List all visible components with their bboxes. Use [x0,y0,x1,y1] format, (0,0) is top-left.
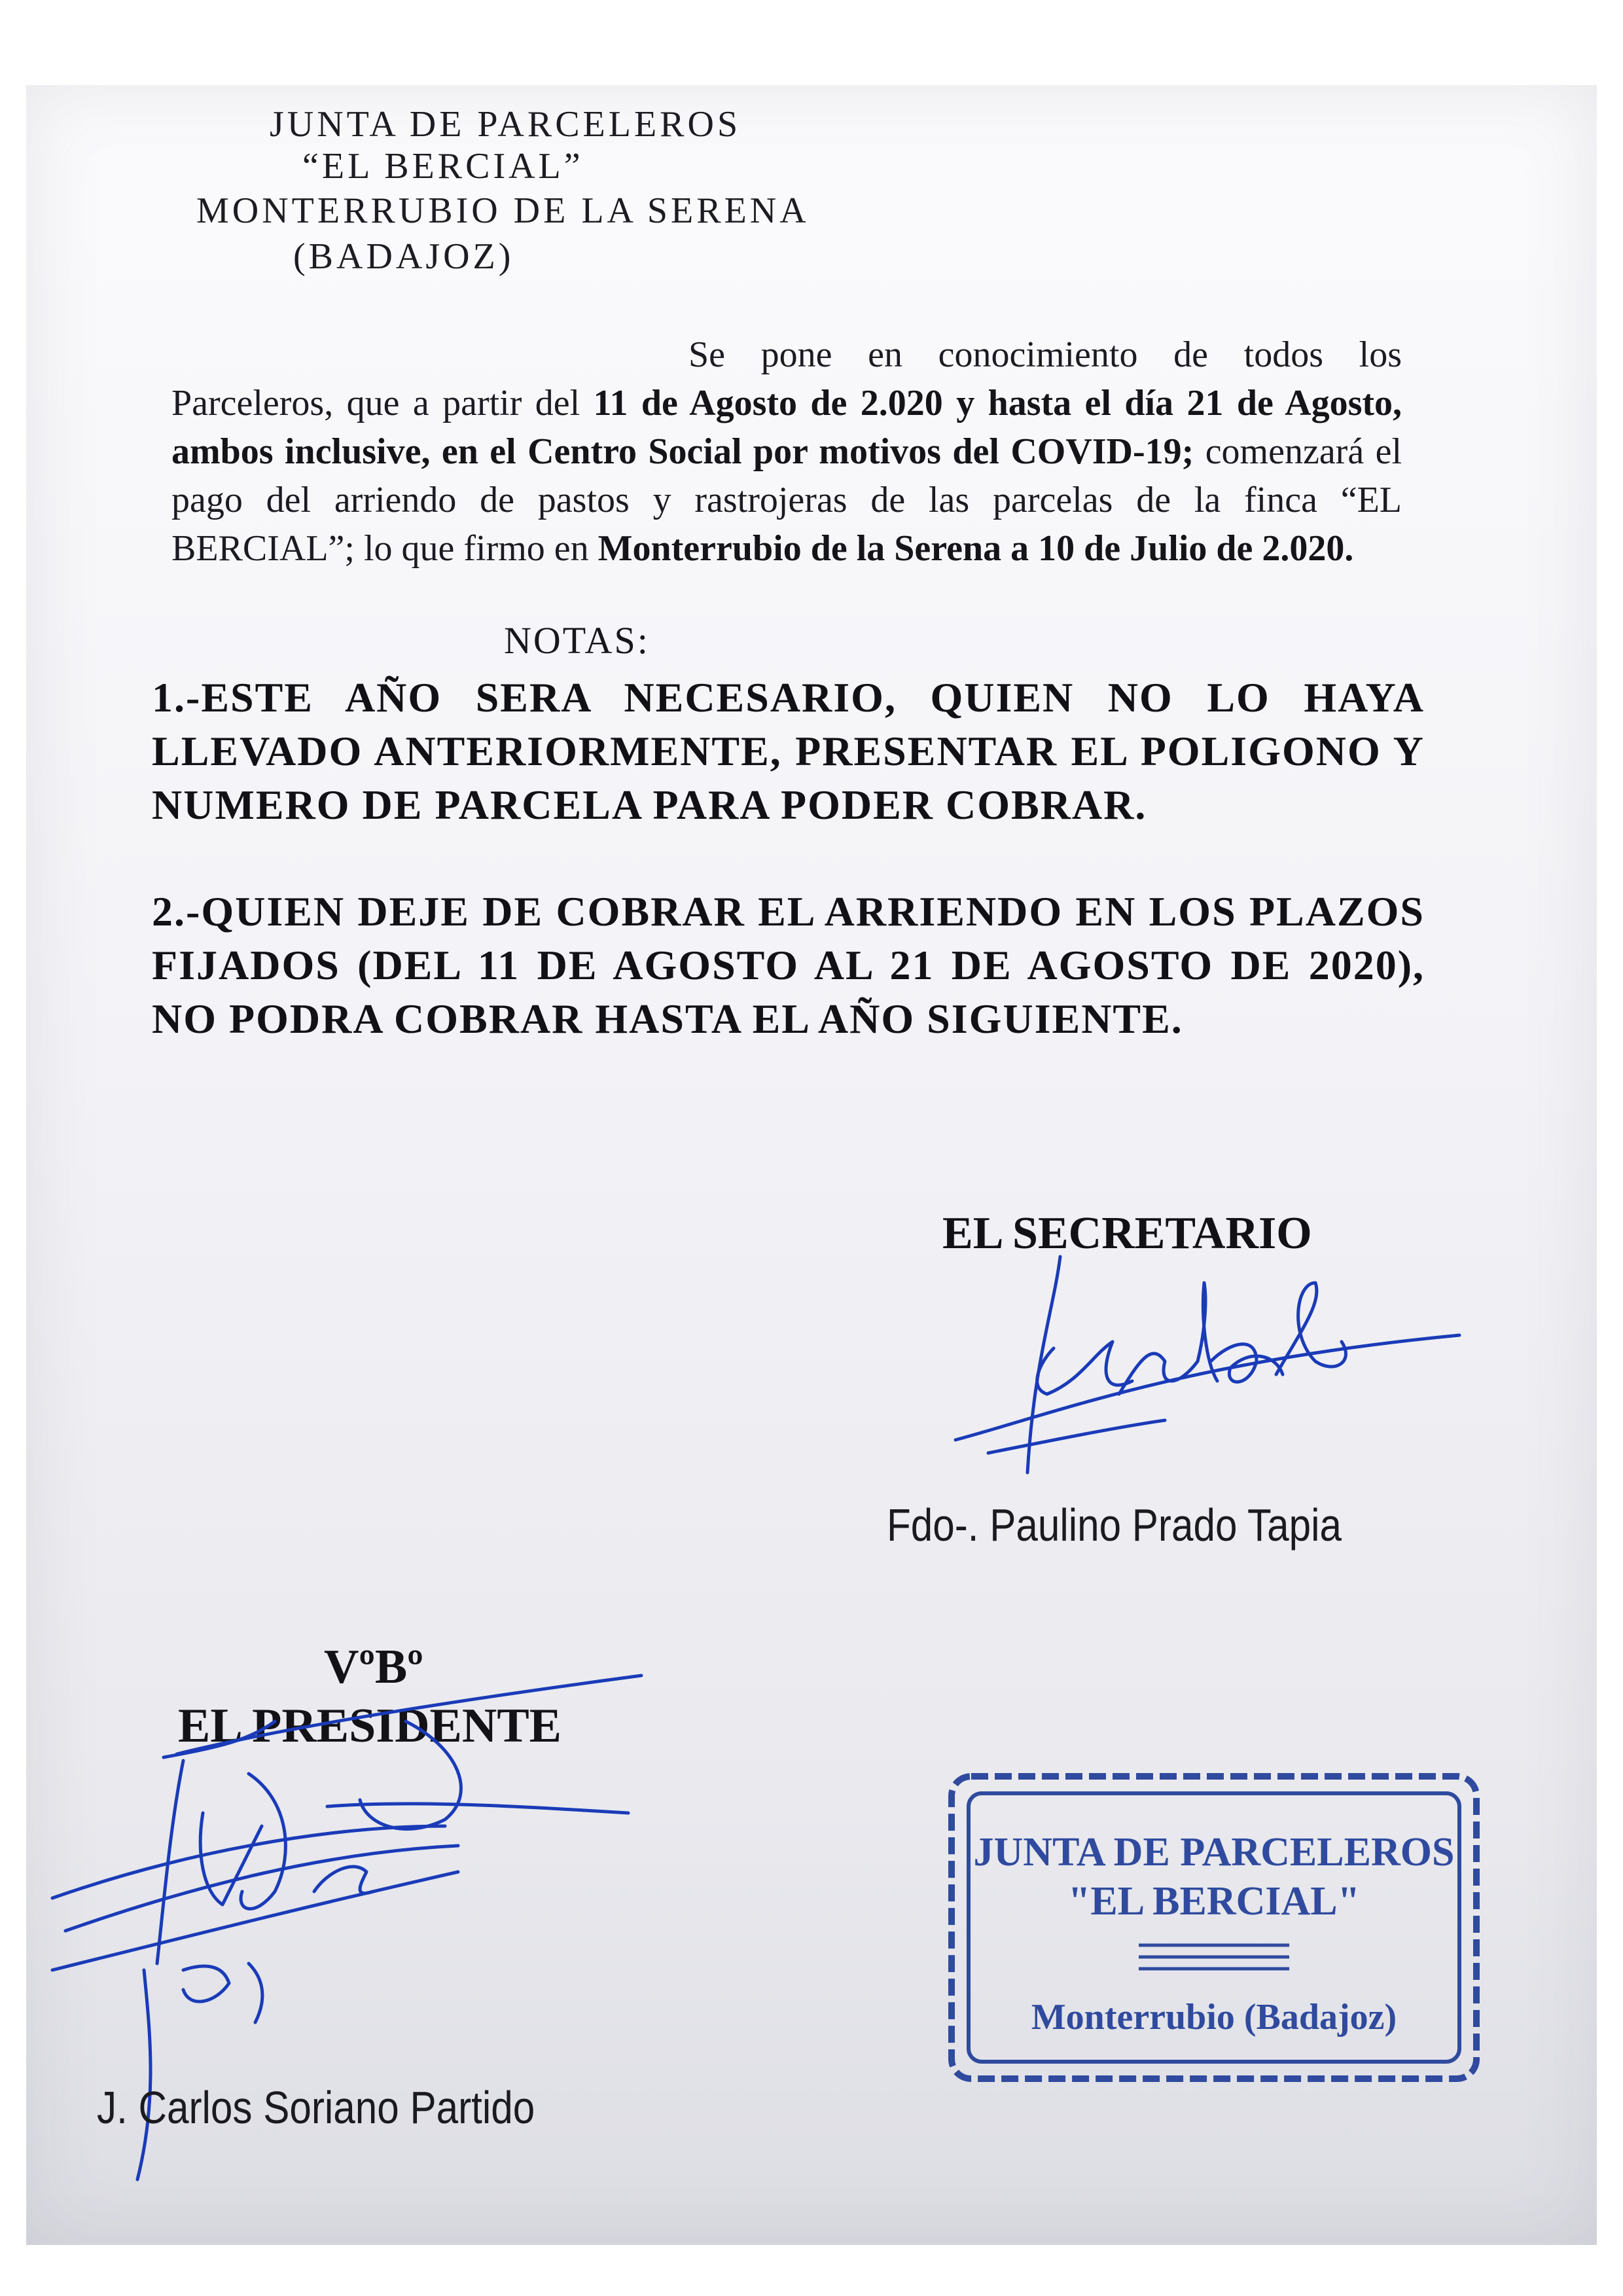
stamp-line-2: "EL BERCIAL" [1067,1879,1361,1924]
secretary-name: Fdo-. Paulino Prado Tapia [887,1499,1342,1551]
body-text-2 [943,383,956,423]
header-line-3: MONTERRUBIO DE LA SERENA [196,190,810,231]
body-date-start: 11 de Agosto de 2.020 [593,383,943,423]
body-period-location: y hasta el día 21 de Agosto, ambos inclusive, en el Centro Social por motivos del COVID-19; [171,383,1402,472]
header-line-1: JUNTA DE PARCELEROS [270,104,741,145]
president-title: EL PRESIDENTE [178,1699,562,1753]
body-text-1: Se pone en conocimiento de todos los Parceleros, que a partir del [171,334,1402,423]
notes-title: NOTAS: [504,619,650,662]
announcement-paragraph [171,331,1402,573]
approval-mark: VºBº [324,1640,423,1694]
header-line-2: “EL BERCIAL” [302,146,584,187]
header-line-4: (BADAJOZ) [293,236,514,277]
stamp-line-3: Monterrubio (Badajoz) [1031,1997,1397,2037]
secretary-title: EL SECRETARIO [942,1208,1312,1259]
note-1: 1.-ESTE AÑO SERA NECESARIO, QUIEN NO LO HAYA LLEVADO ANTERIORMENTE, PRESENTAR EL POLIGONO Y NUMERO DE PARCELA PARA PODER COBRAR. [152,674,1425,828]
association-stamp [942,1767,1486,2088]
secretary-signature [949,1230,1472,1505]
note-2: 2.-QUIEN DEJE DE COBRAR EL ARRIENDO EN LOS PLAZOS FIJADOS (DEL 11 DE AGOSTO AL 21 DE AGOSTO DE 2020), NO PODRA COBRAR HASTA EL AÑO SIGUIENTE. [152,888,1425,1042]
body-text-3: comenzará el pago del arriendo de pastos y rastrojeras de las parcelas de la finca “EL BERCIAL”; lo que firmo en [171,431,1402,569]
body-signing-place-date: Monterrubio de la Serena a 10 de Julio de 2.020. [597,528,1354,569]
president-name: J. Carlos Soriano Partido [97,2082,535,2133]
stamp-line-1: JUNTA DE PARCELEROS [973,1830,1455,1874]
